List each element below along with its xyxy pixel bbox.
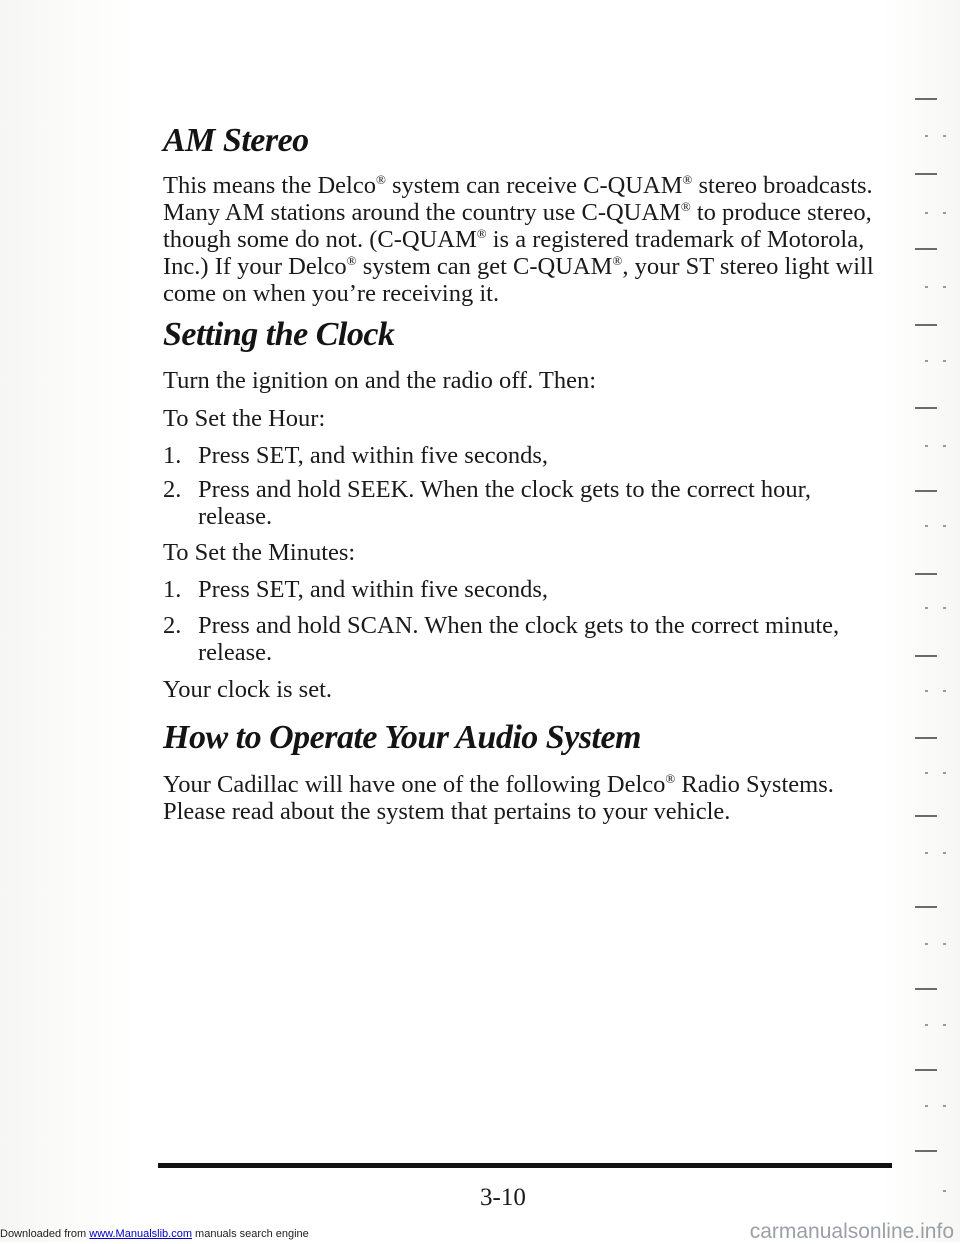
page-number: 3-10 — [480, 1184, 526, 1211]
am-stereo-line-2: Many AM stations around the country use C-QUAM® to produce stereo, — [163, 198, 872, 226]
audio-line-1: Your Cadillac will have one of the following Delco® Radio Systems. — [163, 770, 834, 798]
manualslib-link[interactable]: www.Manualslib.com — [89, 1228, 192, 1240]
am-stereo-heading: AM Stereo — [163, 122, 309, 159]
list-item: 1. Press SET, and within five seconds, — [163, 576, 548, 603]
download-footer: Downloaded from www.Manualslib.com manuals search engine — [0, 1228, 309, 1240]
audio-line-2: Please read about the system that pertains to your vehicle. — [163, 798, 731, 825]
list-item: 1. Press SET, and within five seconds, — [163, 442, 548, 469]
margin-marks — [905, 0, 960, 1242]
list-item: 2. Press and hold SEEK. When the clock gets to the correct hour, release. — [163, 476, 811, 530]
list-item: 2. Press and hold SCAN. When the clock gets to the correct minute, release. — [163, 612, 840, 666]
am-stereo-line-1: This means the Delco® system can receive C-QUAM® stereo broadcasts. — [163, 171, 873, 199]
clock-outro: Your clock is set. — [163, 676, 333, 703]
footer-rule — [158, 1163, 892, 1168]
am-stereo-line-4: Inc.) If your Delco® system can get C-QUAM®, your ST stereo light will — [163, 252, 874, 280]
audio-system-heading: How to Operate Your Audio System — [163, 719, 641, 756]
am-stereo-line-3: though some do not. (C-QUAM® is a registered trademark of Motorola, — [163, 225, 865, 253]
set-hour-title: To Set the Hour: — [163, 405, 326, 432]
set-minutes-title: To Set the Minutes: — [163, 539, 356, 566]
watermark-footer: carmanualsonline.info — [749, 1220, 954, 1243]
am-stereo-line-5: come on when you’re receiving it. — [163, 280, 500, 307]
clock-intro: Turn the ignition on and the radio off. Then: — [163, 367, 597, 394]
setting-clock-heading: Setting the Clock — [163, 316, 395, 353]
